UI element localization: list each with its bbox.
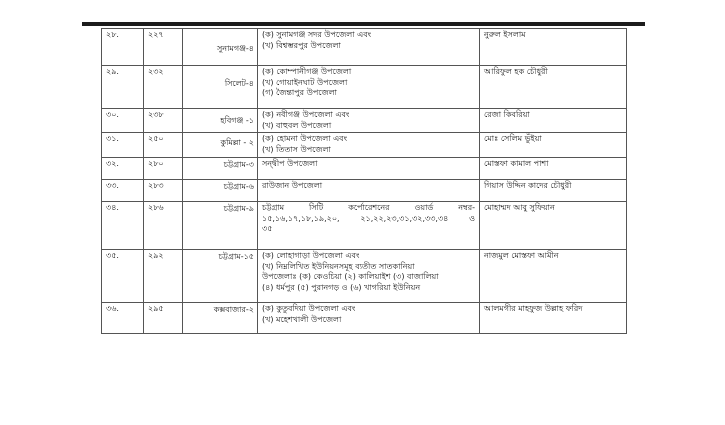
seat-name-cell [183, 303, 258, 334]
table-row [102, 133, 627, 158]
seat-name-cell [183, 202, 258, 250]
constituency-code-cell: ২৯২ [144, 250, 183, 303]
area-line: ৩৫ [262, 224, 273, 233]
area-line: সন্দ্বীপ উপজেলা [262, 159, 318, 168]
serial-cell: ৩৫. [102, 250, 144, 303]
top-rule [82, 22, 645, 26]
area-cell [258, 202, 480, 250]
area-line: (ক) কুতুবদিয়া উপজেলা এবং [262, 304, 356, 313]
member-name-cell: আলমগীর মাহফুজ উল্লাহ ফরিদ [480, 303, 627, 334]
seat-name: চট্টগ্রাম-১৫ [218, 252, 254, 261]
serial-cell: ৩৪. [102, 202, 144, 250]
area-line: (খ) গোয়াইনঘাট উপজেলা [262, 77, 348, 87]
area-line: উপজেলাঃ (ক) কেওচিয়া (২) কালিয়াইশ (৩) বাজালিয়া [262, 272, 439, 281]
seat-name: সুনামগঞ্জ-৪ [217, 44, 254, 53]
table-row [102, 29, 627, 66]
area-line: চট্টগ্রাম সিটি কর্পোরেশনের ওয়ার্ড নম্বর- [262, 203, 475, 212]
seat-name: চট্টগ্রাম-৯ [223, 204, 254, 213]
seat-name: কক্সবাজার-২ [213, 305, 254, 314]
area-line: (খ) তিতাস উপজেলা [262, 144, 331, 154]
area-line: (খ) বিশ্বম্ভরপুর উপজেলা [262, 40, 341, 50]
member-name-cell: আরিফুল হক চৌধুরী [480, 66, 627, 109]
seat-name: চট্টগ্রাম-৬ [223, 182, 254, 191]
seat-name-cell [183, 250, 258, 303]
table-row [102, 303, 627, 334]
seat-name: চট্টগ্রাম-৩ [223, 160, 254, 169]
area-cell [258, 66, 480, 109]
constituency-code-cell: ২৮০ [144, 158, 183, 180]
area-cell [258, 158, 480, 180]
area-line: (গ) জৈন্তাপুর উপজেলা [262, 88, 337, 97]
area-line: (৪) ধর্মপুর (৫) পুরানগড় ও (৬) খাগরিয়া ইউনিয়ন [262, 282, 421, 292]
constituency-code-cell: ২৩২ [144, 66, 183, 109]
member-name-cell: মোহাম্মদ আবু সুফিয়ান [480, 202, 627, 250]
serial-cell: ২৯. [102, 66, 144, 109]
area-line: (ক) হোমনা উপজেলা এবং [262, 134, 348, 143]
member-name-cell: নাজমুল মোস্তফা আমীন [480, 250, 627, 303]
seat-name-cell [183, 109, 258, 133]
seat-name: হবিগঞ্জ -১ [220, 116, 254, 125]
area-line: (ক) নবীগঞ্জ উপজেলা এবং [262, 110, 350, 119]
member-name-cell: রেজা কিবরিয়া [480, 109, 627, 133]
seat-name-cell [183, 66, 258, 109]
serial-cell: ৩২. [102, 158, 144, 180]
area-line: (ক) সুনামগঞ্জ সদর উপজেলা এবং [262, 30, 372, 39]
area-line: রাউজান উপজেলা [262, 181, 323, 190]
area-cell [258, 180, 480, 202]
table-row [102, 202, 627, 250]
member-name-cell: মোস্তফা কামাল পাশা [480, 158, 627, 180]
area-line: (খ) বাহুবল উপজেলা [262, 120, 332, 130]
area-cell [258, 250, 480, 303]
seat-name-cell [183, 180, 258, 202]
constituency-code-cell: ২৮৩ [144, 180, 183, 202]
seat-name-cell [183, 29, 258, 66]
area-line: ১৫,১৬,১৭,১৮,১৯,২০, ২১,২২,২৩,৩১,৩২,৩৩,৩৪ ও [262, 213, 475, 223]
constituency-table [101, 28, 627, 334]
serial-cell: ৩০. [102, 109, 144, 133]
area-cell [258, 133, 480, 158]
area-cell [258, 303, 480, 334]
seat-name: কুমিল্লা - ২ [220, 138, 254, 147]
table-row [102, 250, 627, 303]
area-cell [258, 29, 480, 66]
area-cell [258, 109, 480, 133]
constituency-code-cell: ২৩৮ [144, 109, 183, 133]
serial-cell: ৩৩. [102, 180, 144, 202]
constituency-code-cell: ২২৭ [144, 29, 183, 66]
member-name-cell: নুরুল ইসলাম [480, 29, 627, 66]
area-line: (ক) লোহাগাড়া উপজেলা এবং [262, 251, 360, 260]
area-line: (খ) মহেশখালী উপজেলা [262, 314, 342, 324]
table-row [102, 180, 627, 202]
area-line: (ক) কোম্পানীগঞ্জ উপজেলা [262, 67, 352, 76]
seat-name-cell [183, 158, 258, 180]
serial-cell: ৩১. [102, 133, 144, 158]
member-name-cell: গিয়াস উদ্দিন কাদের চৌধুরী [480, 180, 627, 202]
serial-cell: ২৮. [102, 29, 144, 66]
table-row [102, 109, 627, 133]
table-row [102, 158, 627, 180]
member-name-cell: মোঃ সেলিম ভুঁইয়া [480, 133, 627, 158]
constituency-code-cell: ২৯৫ [144, 303, 183, 334]
seat-name: সিলেট-৪ [224, 79, 254, 88]
area-line: (খ) নিম্নলিখিত ইউনিয়নসমূহ ব্যতীত সাতকানিয়া [262, 261, 415, 271]
table-row [102, 66, 627, 109]
serial-cell: ৩৬. [102, 303, 144, 334]
constituency-code-cell: ২৫০ [144, 133, 183, 158]
seat-name-cell [183, 133, 258, 158]
constituency-code-cell: ২৮৬ [144, 202, 183, 250]
